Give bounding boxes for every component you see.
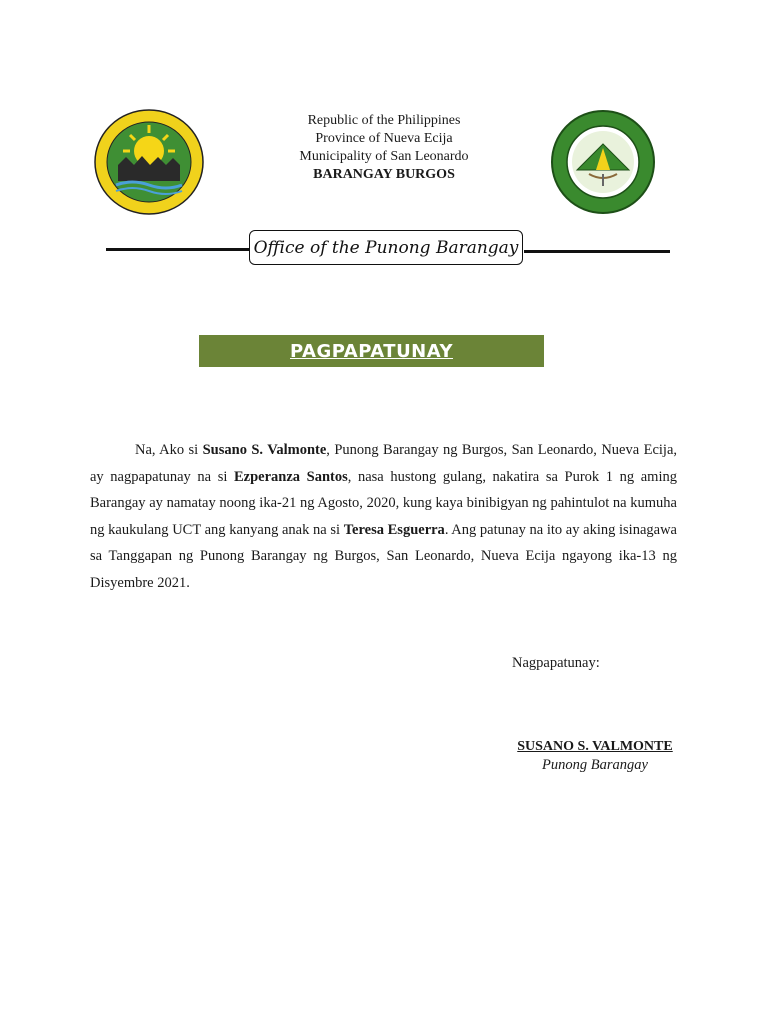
title-banner bbox=[199, 335, 544, 367]
certification-body bbox=[90, 437, 677, 597]
san-leonardo-seal bbox=[549, 108, 657, 216]
body-text-2: , Punong Barangay ng Burgos, San Leonardo, Nueva Ecija, ay nagpapatunay na si bbox=[90, 442, 677, 485]
barangay-burgos-seal bbox=[92, 107, 207, 217]
office-label: Office of the Punong Barangay bbox=[249, 230, 523, 265]
letterhead-barangay: BARANGAY BURGOS bbox=[313, 167, 455, 182]
body-text-3: , nasa hustong gulang, nakatira sa Purok 1 ng aming Barangay ay namatay noong ika-21 ng Agosto, 2020, kung kaya binibigyan ng pahintulot na kumuha ng kaukulang UCT ang kanyang anak na si bbox=[90, 468, 677, 538]
letterhead-republic: Republic of the Philippines bbox=[307, 113, 461, 128]
signatory-name: SUSANO S. VALMONTE bbox=[517, 739, 673, 754]
body-text-1: Na, Ako si bbox=[135, 442, 203, 458]
child-name: Teresa Esguerra bbox=[343, 521, 445, 538]
header-rule-right bbox=[524, 250, 670, 253]
signatory-position: Punong Barangay bbox=[542, 757, 648, 773]
document-title: PAGPAPATUNAY bbox=[290, 340, 453, 362]
signature-block bbox=[500, 737, 690, 775]
letterhead-municipality: Municipality of San Leonardo bbox=[299, 149, 469, 164]
attestation-label: Nagpapatunay: bbox=[512, 655, 600, 671]
letterhead bbox=[234, 112, 534, 184]
header-rule-left bbox=[106, 248, 252, 251]
letterhead-province: Province of Nueva Ecija bbox=[315, 131, 453, 146]
official-name: Susano S. Valmonte bbox=[202, 442, 327, 458]
deceased-name: Ezperanza Santos bbox=[233, 468, 348, 485]
body-text-4: . Ang patunay na ito ay aking isinagawa sa Tanggapan ng Punong Barangay ng Burgos, San Leonardo, Nueva Ecija ngayong ika-13 ng Disyembre 2021. bbox=[90, 521, 677, 591]
